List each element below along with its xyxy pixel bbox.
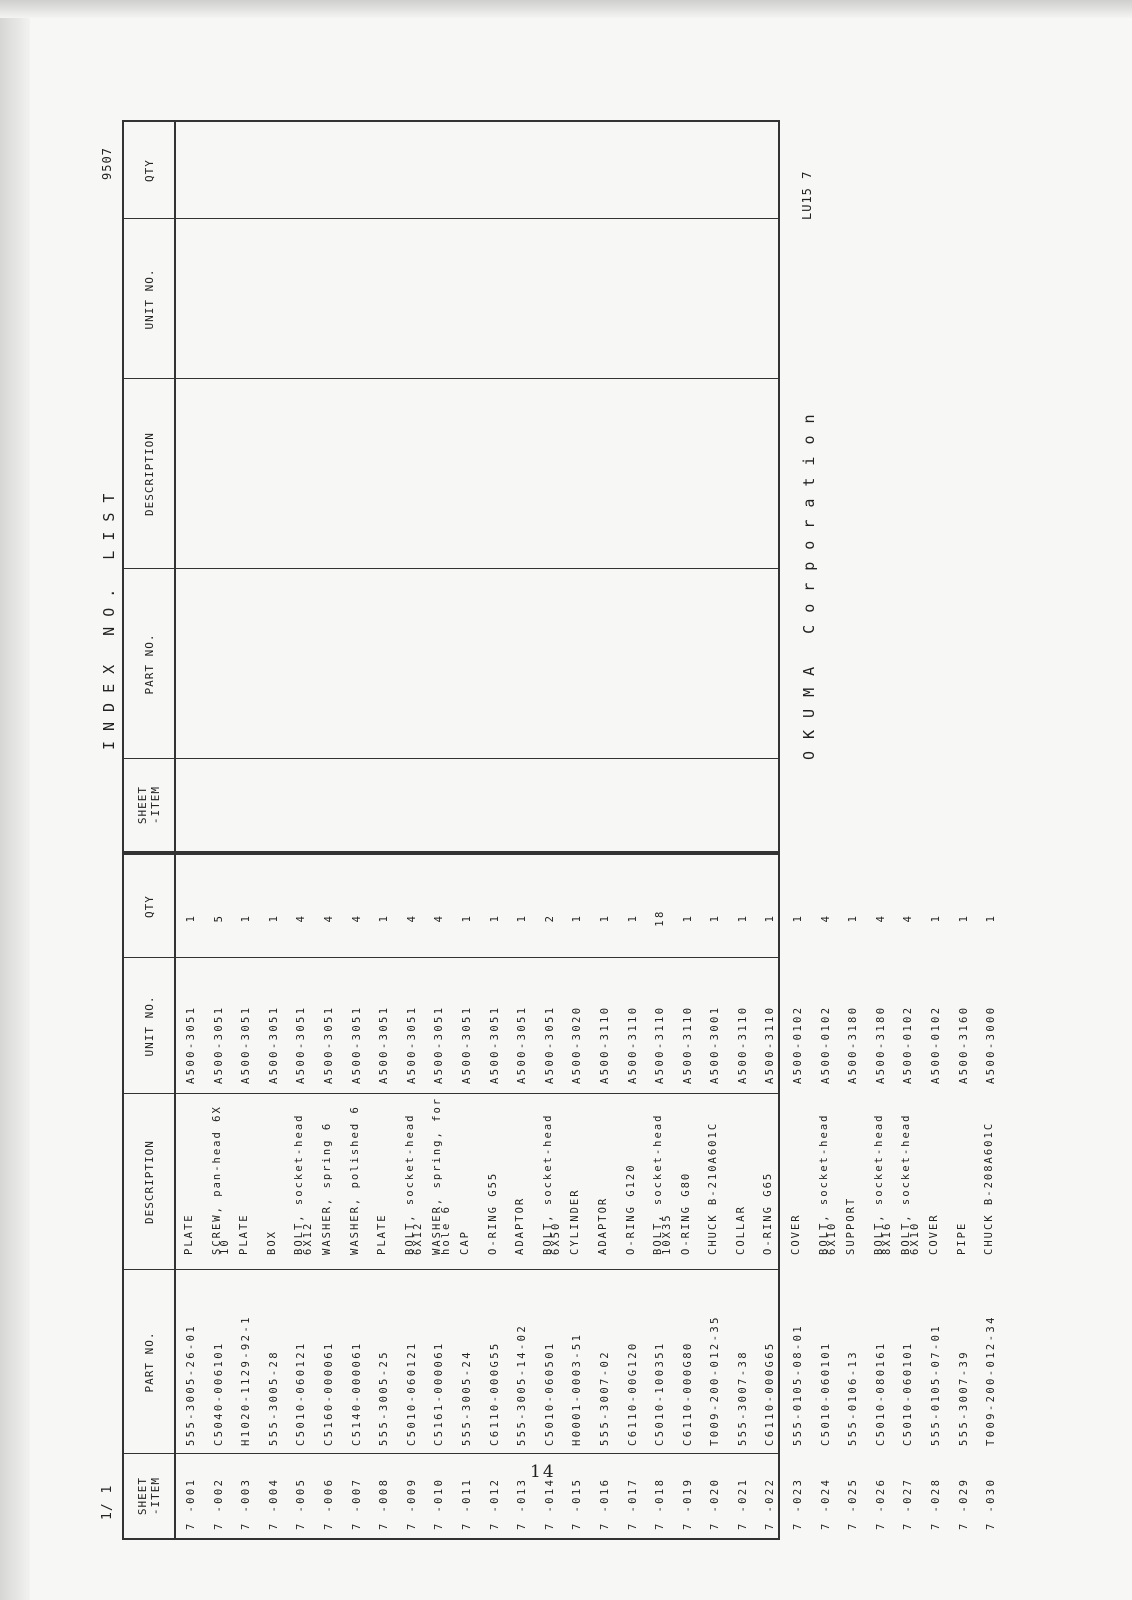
item-cell: 7 -027 xyxy=(902,1477,915,1530)
description-cell: CAP xyxy=(458,1230,471,1255)
unit-no-cell: A500-3110 xyxy=(626,1005,639,1084)
item-cell: 7 -001 xyxy=(185,1477,197,1530)
part-no-cell: 555-3005-14-02 xyxy=(516,1323,529,1446)
description-cell: WASHER, spring 6 xyxy=(320,1121,333,1255)
unit-no-cell: A500-3110 xyxy=(681,1005,694,1084)
unit-no-cell: A500-0102 xyxy=(792,1005,805,1084)
col-qty: QTY xyxy=(142,159,156,182)
qty-cell: 1 xyxy=(957,913,970,923)
description-cell: SUPPORT xyxy=(845,1196,858,1255)
table-row xyxy=(292,855,320,1538)
item-cell: 7 -006 xyxy=(322,1477,335,1530)
unit-no-cell: A500-3051 xyxy=(488,1005,501,1084)
unit-no-cell: A500-3051 xyxy=(350,1005,363,1084)
qty-cell: 1 xyxy=(488,913,501,923)
index-table-right xyxy=(122,120,780,853)
item-cell: 7 -017 xyxy=(626,1477,639,1530)
item-cell: 7 -018 xyxy=(654,1477,667,1530)
unit-no-cell: A500-3001 xyxy=(709,1005,722,1084)
description-cell: BOLT, socket-head 6X10 xyxy=(817,1113,839,1255)
index-table-left xyxy=(122,853,998,1540)
part-no-cell: 555-3007-38 xyxy=(736,1350,749,1446)
item-cell: 7 -022 xyxy=(764,1477,777,1530)
table-row xyxy=(761,855,789,1538)
item-cell: 7 -016 xyxy=(598,1477,611,1530)
col-sheet-item: SHEET -ITEM xyxy=(136,1476,162,1516)
part-no-cell: 555-0105-08-01 xyxy=(792,1323,805,1446)
qty-cell: 1 xyxy=(571,913,584,923)
table-row xyxy=(486,855,514,1538)
page-number: 14 xyxy=(530,1462,556,1482)
unit-no-cell: A500-3160 xyxy=(957,1005,970,1084)
item-cell: 7 -004 xyxy=(267,1477,280,1530)
col-description: DESCRIPTION xyxy=(142,1140,156,1224)
part-no-cell: C5161-000061 xyxy=(433,1341,446,1446)
qty-cell: 1 xyxy=(267,913,280,923)
description-cell: BOLT, socket-head 6X12 xyxy=(293,1113,314,1255)
qty-cell: 1 xyxy=(185,913,197,923)
qty-cell: 1 xyxy=(378,913,391,923)
item-cell: 7 -028 xyxy=(930,1477,943,1530)
unit-no-cell: A500-0102 xyxy=(930,1005,943,1084)
item-cell: 7 -003 xyxy=(240,1477,253,1530)
item-cell: 7 -005 xyxy=(295,1477,308,1530)
table-row xyxy=(568,855,596,1538)
item-cell: 7 -013 xyxy=(516,1477,529,1530)
item-cell: 7 -014 xyxy=(543,1477,556,1530)
qty-cell: 1 xyxy=(792,913,805,923)
unit-no-cell: A500-0102 xyxy=(819,1005,832,1084)
item-cell: 7 -012 xyxy=(488,1477,501,1530)
part-no-cell: C6110-000G80 xyxy=(681,1341,694,1446)
column-divider xyxy=(124,568,778,569)
unit-no-cell: A500-3051 xyxy=(433,1005,446,1084)
col-part-no: PART NO. xyxy=(142,633,156,695)
qty-cell: 1 xyxy=(240,913,253,923)
qty-cell: 1 xyxy=(985,913,998,923)
table-row xyxy=(541,855,569,1538)
item-cell: 7 -029 xyxy=(957,1477,970,1530)
item-cell: 7 -002 xyxy=(212,1477,225,1530)
description-cell: PLATE xyxy=(183,1213,195,1255)
part-no-cell: H1020-1129-92-1 xyxy=(240,1315,253,1446)
part-no-cell: C5010-060121 xyxy=(405,1341,418,1446)
col-sheet-item: SHEET -ITEM xyxy=(136,785,162,825)
description-cell: BOLT, socket-head 6X50 xyxy=(541,1113,563,1255)
table-row xyxy=(403,855,431,1538)
unit-no-cell: A500-3051 xyxy=(212,1005,225,1084)
qty-cell: 1 xyxy=(709,913,722,923)
qty-cell: 4 xyxy=(874,913,887,923)
table-row xyxy=(265,855,293,1538)
table-row xyxy=(513,855,541,1538)
description-cell: BOLT, socket-head 10X35 xyxy=(652,1113,673,1255)
part-no-cell: C5010-060501 xyxy=(543,1341,556,1446)
qty-cell: 4 xyxy=(405,913,418,923)
table-row xyxy=(237,855,265,1538)
item-cell: 7 -026 xyxy=(874,1477,887,1530)
index-sheet xyxy=(100,120,1070,1540)
part-no-cell: H0001-0003-51 xyxy=(571,1332,584,1446)
description-cell: BOLT, socket-head 8X16 xyxy=(872,1113,894,1255)
part-no-cell: C5010-100351 xyxy=(654,1341,667,1446)
table-row xyxy=(982,855,1010,1538)
item-cell: 7 -009 xyxy=(405,1477,418,1530)
item-cell: 7 -011 xyxy=(460,1477,473,1530)
part-no-cell: T009-200-012-34 xyxy=(985,1315,998,1446)
item-cell: 7 -007 xyxy=(350,1477,363,1530)
part-no-cell: 555-3005-25 xyxy=(378,1350,391,1446)
description-cell: PLATE xyxy=(238,1213,251,1255)
description-cell: PIPE xyxy=(955,1221,968,1255)
scan-edge-left xyxy=(0,0,30,1600)
table-row xyxy=(596,855,624,1538)
unit-no-cell: A500-3051 xyxy=(405,1005,418,1084)
table-row xyxy=(734,855,762,1538)
date-code: 9507 xyxy=(100,147,114,180)
description-cell: O-RING G120 xyxy=(624,1163,637,1255)
description-cell: WASHER, polished 6 xyxy=(348,1105,361,1255)
table-row xyxy=(320,855,348,1538)
item-cell: 7 -021 xyxy=(736,1477,749,1530)
description-cell: COVER xyxy=(928,1213,941,1255)
part-no-cell: 555-3005-28 xyxy=(267,1350,280,1446)
description-cell: ADAPTOR xyxy=(596,1196,609,1255)
unit-no-cell: A500-3110 xyxy=(764,1005,777,1084)
table-row xyxy=(348,855,376,1538)
unit-no-cell: A500-3051 xyxy=(295,1005,308,1084)
col-unit-no: UNIT NO. xyxy=(142,268,156,330)
sheet-count: 1/ 1 xyxy=(100,1484,115,1520)
table-row xyxy=(872,855,900,1538)
unit-no-cell: A500-3051 xyxy=(378,1005,391,1084)
part-no-cell: 555-3007-02 xyxy=(598,1350,611,1446)
part-no-cell: 555-3005-24 xyxy=(460,1350,473,1446)
table-header xyxy=(124,122,176,851)
qty-cell: 18 xyxy=(654,909,667,927)
table-row xyxy=(817,855,845,1538)
table-row xyxy=(375,855,403,1538)
item-cell: 7 -025 xyxy=(847,1477,860,1530)
qty-cell: 1 xyxy=(681,913,694,923)
description-cell: ADAPTOR xyxy=(514,1196,527,1255)
company-name: OKUMA Corporation xyxy=(800,402,818,760)
qty-cell: 4 xyxy=(322,913,335,923)
qty-cell: 2 xyxy=(543,913,556,923)
description-cell: COLLAR xyxy=(734,1205,747,1255)
qty-cell: 1 xyxy=(460,913,473,923)
description-cell: CHUCK B-208A601C xyxy=(983,1121,996,1255)
unit-no-cell: A500-3180 xyxy=(874,1005,887,1084)
qty-cell: 4 xyxy=(433,913,446,923)
description-cell: CHUCK B-210A601C xyxy=(707,1121,720,1255)
column-divider xyxy=(124,218,778,219)
table-row xyxy=(458,855,486,1538)
part-no-cell: C5010-060101 xyxy=(819,1341,832,1446)
qty-cell: 4 xyxy=(350,913,363,923)
description-cell: BOX xyxy=(265,1230,278,1255)
part-no-cell: 555-0105-07-01 xyxy=(930,1323,943,1446)
qty-cell: 1 xyxy=(598,913,611,923)
unit-no-cell: A500-3051 xyxy=(185,1005,197,1084)
part-no-cell: C5040-006101 xyxy=(212,1341,225,1446)
table-row xyxy=(651,855,679,1538)
description-cell: O-RING G65 xyxy=(762,1171,775,1255)
table-row xyxy=(430,855,458,1538)
item-cell: 7 -015 xyxy=(571,1477,584,1530)
qty-cell: 5 xyxy=(212,913,225,923)
unit-no-cell: A500-0102 xyxy=(902,1005,915,1084)
unit-no-cell: A500-3051 xyxy=(322,1005,335,1084)
part-no-cell: 555-0106-13 xyxy=(847,1350,860,1446)
unit-no-cell: A500-3000 xyxy=(985,1005,998,1084)
qty-cell: 1 xyxy=(626,913,639,923)
part-no-cell: C6110-000G65 xyxy=(764,1341,777,1446)
item-cell: 7 -008 xyxy=(378,1477,391,1530)
part-no-cell: C6110-00G120 xyxy=(626,1341,639,1446)
item-cell: 7 -030 xyxy=(985,1477,998,1530)
table-row xyxy=(210,855,238,1538)
unit-no-cell: A500-3051 xyxy=(516,1005,529,1084)
page-title: INDEX NO. LIST xyxy=(100,483,118,750)
part-no-cell: C5160-000061 xyxy=(322,1341,335,1446)
unit-no-cell: A500-3110 xyxy=(736,1005,749,1084)
scan-edge-top xyxy=(0,0,1132,18)
table-row xyxy=(844,855,872,1538)
unit-no-cell: A500-3110 xyxy=(654,1005,667,1084)
qty-cell: 1 xyxy=(764,913,777,923)
table-row xyxy=(182,855,210,1538)
unit-no-cell: A500-3051 xyxy=(267,1005,280,1084)
item-cell: 7 -024 xyxy=(819,1477,832,1530)
description-cell: O-RING G80 xyxy=(679,1171,692,1255)
col-unit-no: UNIT NO. xyxy=(142,995,156,1057)
table-row xyxy=(789,855,817,1538)
description-cell: PLATE xyxy=(376,1213,389,1255)
qty-cell: 1 xyxy=(736,913,749,923)
description-cell: BOLT, socket-head 6X10 xyxy=(900,1113,921,1255)
description-cell: CYLINDER xyxy=(569,1188,582,1255)
column-divider xyxy=(124,758,778,759)
item-cell: 7 -023 xyxy=(792,1477,805,1530)
unit-no-cell: A500-3051 xyxy=(460,1005,473,1084)
description-cell: WASHER, spring, for hole 6 xyxy=(431,1096,452,1255)
item-cell: 7 -010 xyxy=(433,1477,446,1530)
qty-cell: 4 xyxy=(902,913,915,923)
col-part-no: PART NO. xyxy=(142,1331,156,1393)
part-no-cell: 555-3007-39 xyxy=(957,1350,970,1446)
qty-cell: 4 xyxy=(295,913,308,923)
description-cell: O-RING G55 xyxy=(486,1171,499,1255)
document-code: LU15 7 xyxy=(800,170,814,220)
description-cell: COVER xyxy=(790,1213,803,1255)
table-row xyxy=(955,855,983,1538)
table-row xyxy=(624,855,652,1538)
qty-cell: 4 xyxy=(819,913,832,923)
table-row xyxy=(899,855,927,1538)
table-row xyxy=(679,855,707,1538)
item-cell: 7 -020 xyxy=(709,1477,722,1530)
description-cell: SCREW, pan-head 6X 10 xyxy=(210,1105,232,1255)
unit-no-cell: A500-3051 xyxy=(240,1005,253,1084)
part-no-cell: C5140-000061 xyxy=(350,1341,363,1446)
column-divider xyxy=(124,378,778,379)
table-body xyxy=(182,855,1010,1538)
part-no-cell: C5010-060101 xyxy=(902,1341,915,1446)
table-row xyxy=(706,855,734,1538)
unit-no-cell: A500-3180 xyxy=(847,1005,860,1084)
unit-no-cell: A500-3020 xyxy=(571,1005,584,1084)
description-cell: BOLT, socket-head 6X12 xyxy=(403,1113,425,1255)
item-cell: 7 -019 xyxy=(681,1477,694,1530)
part-no-cell: C6110-000G55 xyxy=(488,1341,501,1446)
part-no-cell: 555-3005-26-01 xyxy=(185,1323,197,1446)
unit-no-cell: A500-3110 xyxy=(598,1005,611,1084)
part-no-cell: C5010-080161 xyxy=(874,1341,887,1446)
qty-cell: 1 xyxy=(930,913,943,923)
qty-cell: 1 xyxy=(516,913,529,923)
col-description: DESCRIPTION xyxy=(142,432,156,516)
table-row xyxy=(927,855,955,1538)
col-qty: QTY xyxy=(142,895,156,918)
part-no-cell: C5010-060121 xyxy=(295,1341,308,1446)
qty-cell: 1 xyxy=(847,913,860,923)
unit-no-cell: A500-3051 xyxy=(543,1005,556,1084)
part-no-cell: T009-200-012-35 xyxy=(709,1315,722,1446)
